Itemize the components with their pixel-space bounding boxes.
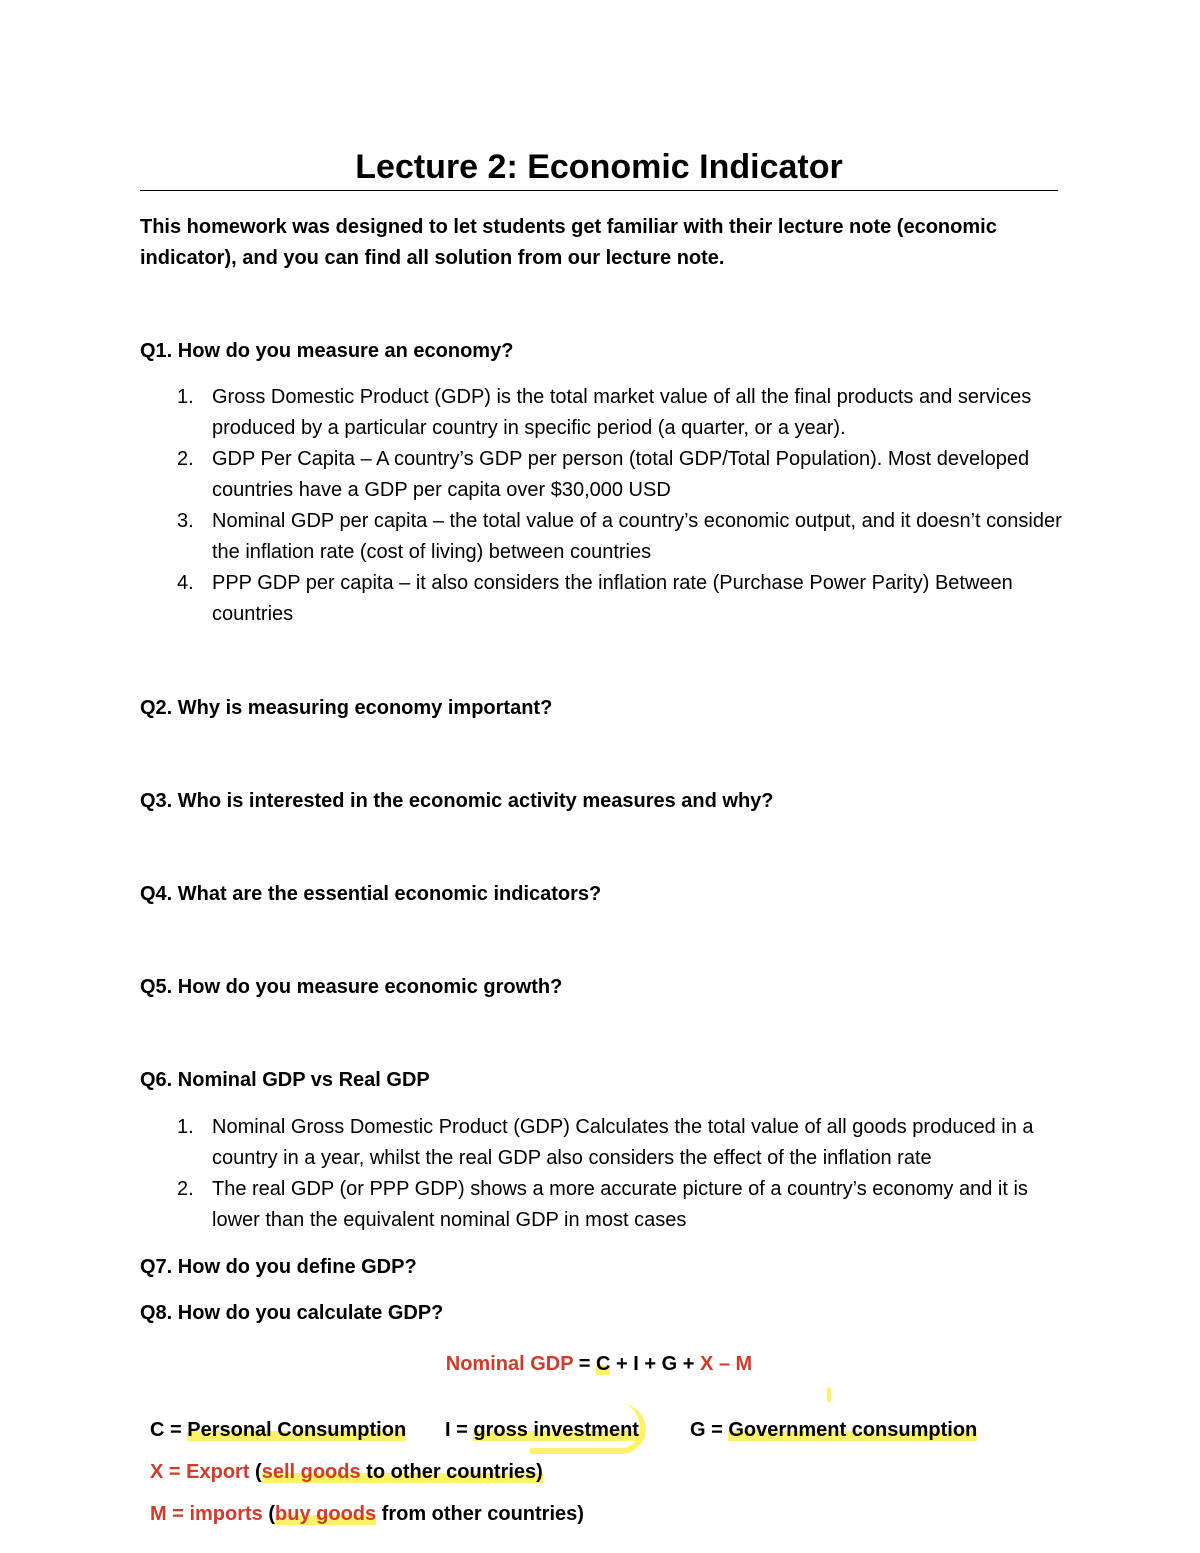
list-number: 2.	[177, 448, 194, 470]
formula-c: C	[596, 1353, 611, 1375]
def-m-rest: from other countries)	[376, 1503, 584, 1525]
def-m-highlight: buy goods	[275, 1503, 377, 1525]
definition-c	[150, 1416, 406, 1444]
def-x-open: (	[249, 1461, 262, 1483]
highlight-mark	[827, 1388, 831, 1402]
list-number: 1.	[177, 386, 194, 408]
question-8: Q8. How do you calculate GDP?	[140, 1302, 444, 1324]
formula-equals: =	[573, 1353, 596, 1375]
def-x-prefix: X = Export	[150, 1461, 250, 1483]
question-5: Q5. How do you measure economic growth?	[140, 976, 563, 998]
formula-minus: –	[713, 1353, 736, 1375]
formula-lhs: Nominal GDP	[445, 1353, 574, 1375]
list-item	[140, 568, 1065, 630]
title-underline	[140, 190, 1058, 191]
definition-x	[150, 1458, 543, 1486]
question-6: Q6. Nominal GDP vs Real GDP	[140, 1069, 430, 1091]
definition-g	[690, 1416, 977, 1444]
def-g-label: Government consumption	[728, 1419, 978, 1441]
list-item	[140, 444, 1065, 506]
list-text: GDP Per Capita – A country’s GDP per person (total GDP/Total Population). Most developed countries have a GDP per capita over $30,000 USD	[212, 448, 1030, 501]
list-text: The real GDP (or PPP GDP) shows a more accurate picture of a country’s economy and it is lower than the equivalent nominal GDP in most cases	[212, 1178, 1028, 1231]
list-number: 3.	[177, 510, 194, 532]
definition-i	[445, 1416, 639, 1444]
question-4: Q4. What are the essential economic indicators?	[140, 883, 602, 905]
list-text: Gross Domestic Product (GDP) is the total market value of all the final products and services produced by a particular country in specific period (a quarter, or a year).	[212, 386, 1032, 439]
question-7: Q7. How do you define GDP?	[140, 1256, 417, 1278]
list-number: 1.	[177, 1116, 194, 1138]
list-text: Nominal GDP per capita – the total value of a country’s economic output, and it doesn’t consider the inflation rate (cost of living) between countries	[212, 510, 1062, 563]
page-title: Lecture 2: Economic Indicator	[355, 148, 843, 186]
list-number: 4.	[177, 572, 194, 594]
list-item	[140, 382, 1065, 444]
def-i-prefix: I =	[445, 1419, 474, 1441]
def-x-rest: to other countries)	[360, 1461, 543, 1483]
list-item	[140, 1112, 1065, 1174]
formula-x: X	[699, 1353, 714, 1375]
list-text: PPP GDP per capita – it also considers the inflation rate (Purchase Power Parity) Between countries	[212, 572, 1013, 625]
q6-answer-list	[140, 1112, 1065, 1236]
question-1: Q1. How do you measure an economy?	[140, 340, 514, 362]
list-item	[140, 506, 1065, 568]
def-g-prefix: G =	[690, 1419, 729, 1441]
def-m-prefix: M = imports	[150, 1503, 263, 1525]
list-number: 2.	[177, 1178, 194, 1200]
def-x-highlight: sell goods	[261, 1461, 361, 1483]
question-2: Q2. Why is measuring economy important?	[140, 697, 553, 719]
def-c-prefix: C =	[150, 1419, 188, 1441]
def-m-open: (	[262, 1503, 276, 1525]
def-i-label: gross investment	[473, 1419, 639, 1441]
question-3: Q3. Who is interested in the economic activity measures and why?	[140, 790, 774, 812]
def-c-label: Personal Consumption	[187, 1419, 407, 1441]
list-text: Nominal Gross Domestic Product (GDP) Calculates the total value of all goods produced in a country in a year, whilst the real GDP also considers the effect of the inflation rate	[212, 1116, 1034, 1169]
q1-answer-list	[140, 382, 1065, 630]
intro-paragraph: This homework was designed to let students get familiar with their lecture note (economic indicator), and you can find all solution from our lecture note.	[140, 216, 997, 269]
definition-m	[150, 1500, 584, 1528]
formula-m: M	[735, 1353, 753, 1375]
gdp-formula	[140, 1350, 1058, 1378]
formula-middle: + I + G +	[610, 1353, 700, 1375]
list-item	[140, 1174, 1065, 1236]
